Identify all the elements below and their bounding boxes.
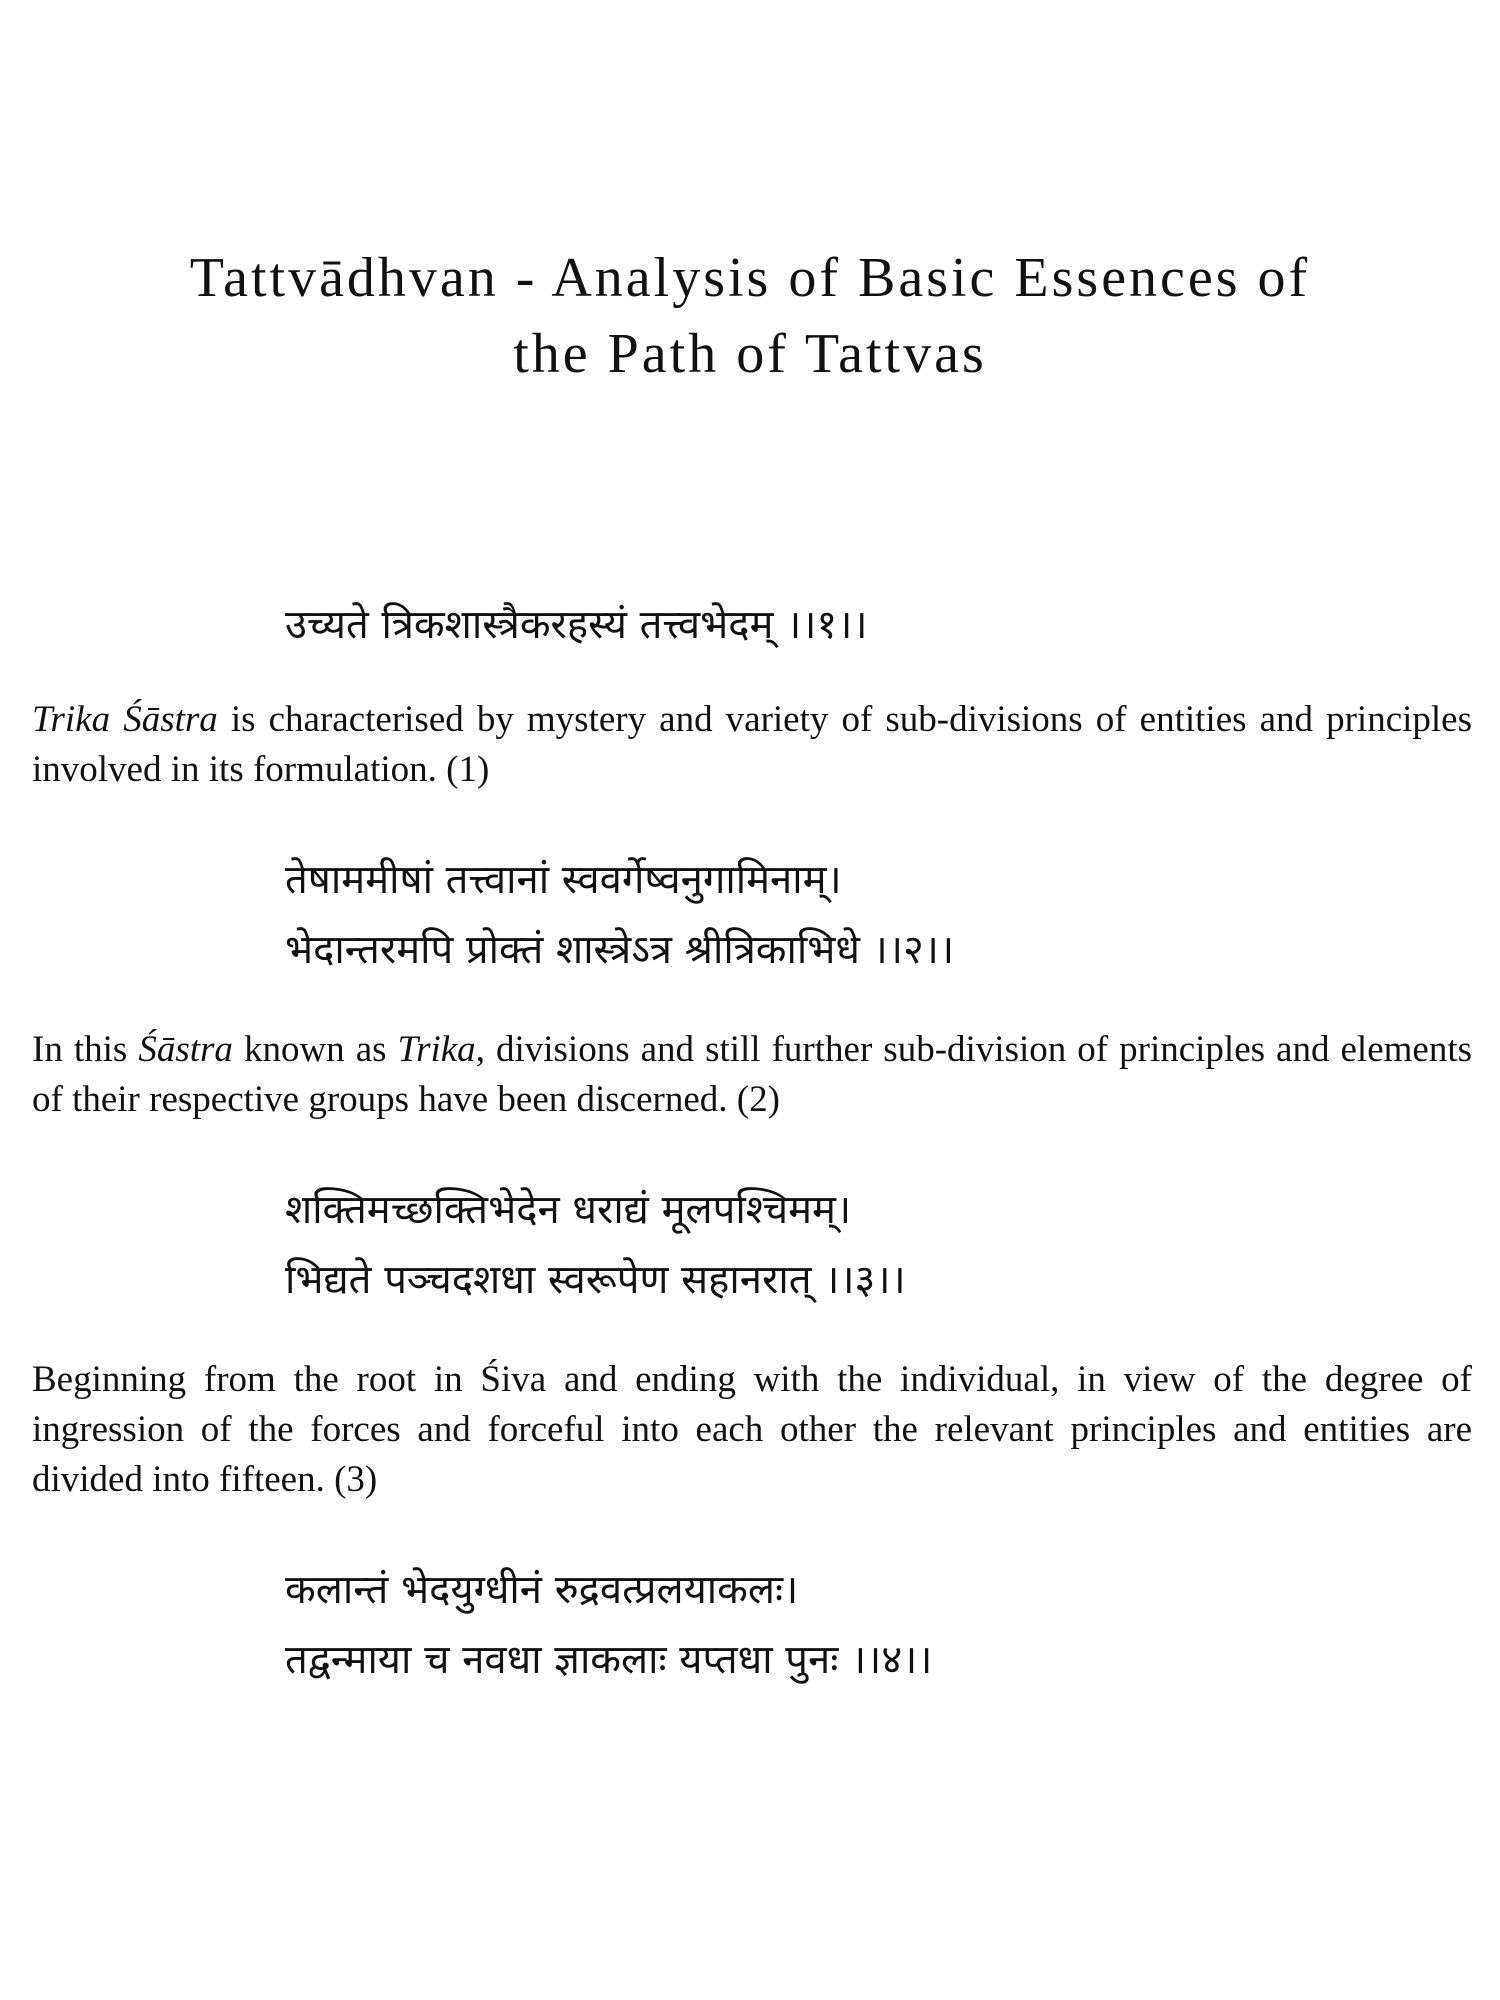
italic-term: Śāstra: [138, 1029, 233, 1070]
paragraph-text: Beginning from the root in Śiva and ending with the individual, in view of the degree of ingression of the forces and forceful into each other the relevant principles and entities are divided into fifteen. (3): [32, 1359, 1472, 1500]
verse-line: भिद्यते पञ्चदशधा स्वरूपेण सहानरात् ।।३।।: [285, 1257, 906, 1303]
paragraph-text: , divisions and still further sub-division of principles and elements of their respective groups have been discerned. (2): [32, 1029, 1473, 1120]
verse-line: शक्तिमच्छक्तिभेदेन धराद्यं मूलपश्चिमम्।: [285, 1187, 852, 1233]
sanskrit-verse-1: [285, 590, 1435, 660]
paragraph-text: is characterised by mystery and variety of sub-divisions of entities and principles involved in its formulation. (1): [32, 699, 1473, 790]
sanskrit-verse-2: [285, 845, 1435, 985]
translation-paragraph-2: [32, 1025, 1472, 1125]
paragraph-text: known as: [232, 1029, 398, 1070]
verse-line: तद्वन्माया च नवधा ज्ञाकलाः यप्तधा पुनः ।।४।।: [285, 1637, 933, 1683]
verse-line: कलान्तं भेदयुग्धीनं रुद्रवत्प्रलयाकलः।: [285, 1567, 799, 1613]
italic-term: Trika Śāstra: [32, 699, 218, 740]
page-title: [0, 240, 1500, 392]
verse-line: तेषाममीषां तत्त्वानां स्ववर्गेष्वनुगामिनाम्।: [285, 857, 842, 903]
translation-paragraph-3: [32, 1355, 1472, 1505]
paragraph-text: In this: [32, 1029, 139, 1070]
title-line-1: Tattvādhvan - Analysis of Basic Essences of: [189, 247, 1311, 309]
sanskrit-verse-4: [285, 1555, 1435, 1695]
italic-term: Trika: [397, 1029, 476, 1070]
translation-paragraph-1: [32, 695, 1472, 795]
verse-line: भेदान्तरमपि प्रोक्तं शास्त्रेऽत्र श्रीत्रिकाभिधे ।।२।।: [285, 927, 955, 973]
title-line-2: the Path of Tattvas: [513, 323, 987, 385]
verse-line: उच्यते त्रिकशास्त्रैकरहस्यं तत्त्वभेदम् ।।१।।: [285, 602, 868, 648]
sanskrit-verse-3: [285, 1175, 1435, 1315]
